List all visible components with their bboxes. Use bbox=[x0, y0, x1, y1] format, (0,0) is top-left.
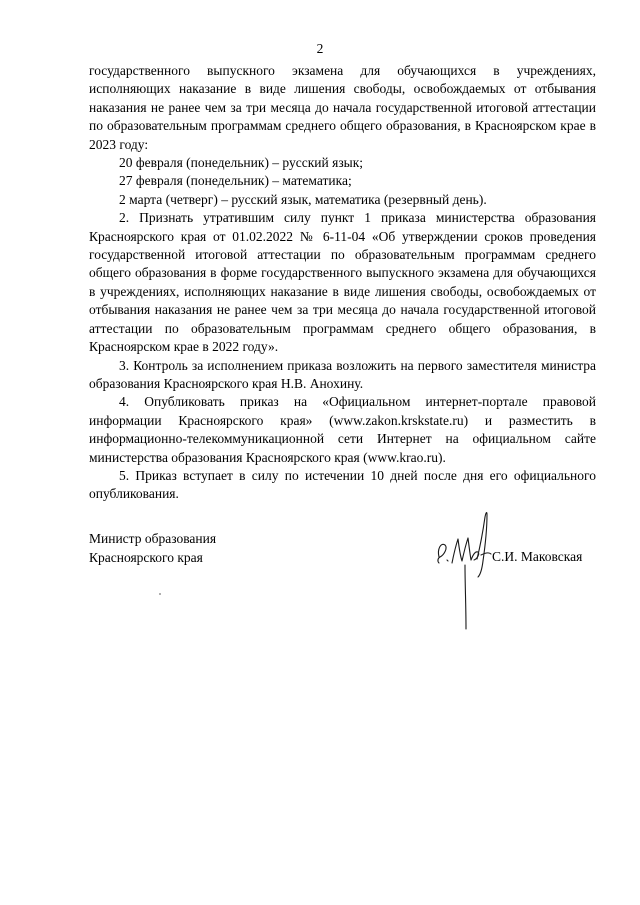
page-number: 2 bbox=[316, 41, 324, 56]
signatory-position-line2: Красноярского края bbox=[89, 550, 203, 565]
scan-speck bbox=[159, 593, 161, 595]
paragraph-item-3: 3. Контроль за исполнением приказа возложить на первого заместителя министра образования Красноярского края Н.В. Анохину. bbox=[89, 357, 596, 391]
paragraph-item-5: 5. Приказ вступает в силу по истечении 10 дней после дня его официального опубликования. bbox=[89, 467, 596, 502]
paragraph-continuation: государственного выпускного экзамена для обучающихся в учреждениях, исполняющих наказание в виде лишения свободы, освобождаемых от отбывания наказания не ранее чем за три месяца до начала государственной итоговой аттестации по образовательным программам среднего общего образования, в Красноярском крае в 2023 году: bbox=[89, 63, 596, 152]
paragraph-item-2: 2. Признать утратившим силу пункт 1 приказа министерства образования Красноярского края от 01.02.2022 № 6-11-04 «Об утверждении сроков проведения государственной итоговой аттестации по образовательным программам среднего общего образования в форме государственного выпускного экзамена для обучающихся в учреждениях, исполняющих наказание в виде лишения свободы, освобождаемых от отбывания наказания не ранее чем за три месяца до начала государственной итоговой аттестации по образовательным программам среднего общего образования, в Красноярском крае в 2022 году». bbox=[89, 210, 596, 355]
exam-date-math: 27 февраля (понедельник) – математика; bbox=[119, 173, 352, 189]
document-body bbox=[89, 62, 596, 504]
exam-date-russian: 20 февраля (понедельник) – русский язык; bbox=[119, 155, 364, 171]
signatory-position bbox=[89, 529, 216, 567]
signatory-position-line1: Министр образования bbox=[89, 531, 217, 546]
exam-date-reserve: 2 марта (четверг) – русский язык, математика (резервный день). bbox=[119, 191, 487, 207]
paragraph-item-4: 4. Опубликовать приказ на «Официальном интернет-портале правовой информации Красноярского края» (www.zakon.krskstate.ru) и разместить в информационно-телекоммуникационной сети Интернет на официальном сайте министерства образования Красноярского края (www.krao.ru). bbox=[89, 394, 596, 465]
handwritten-signature bbox=[425, 505, 505, 635]
signatory-name: С.И. Маковская bbox=[492, 549, 583, 564]
